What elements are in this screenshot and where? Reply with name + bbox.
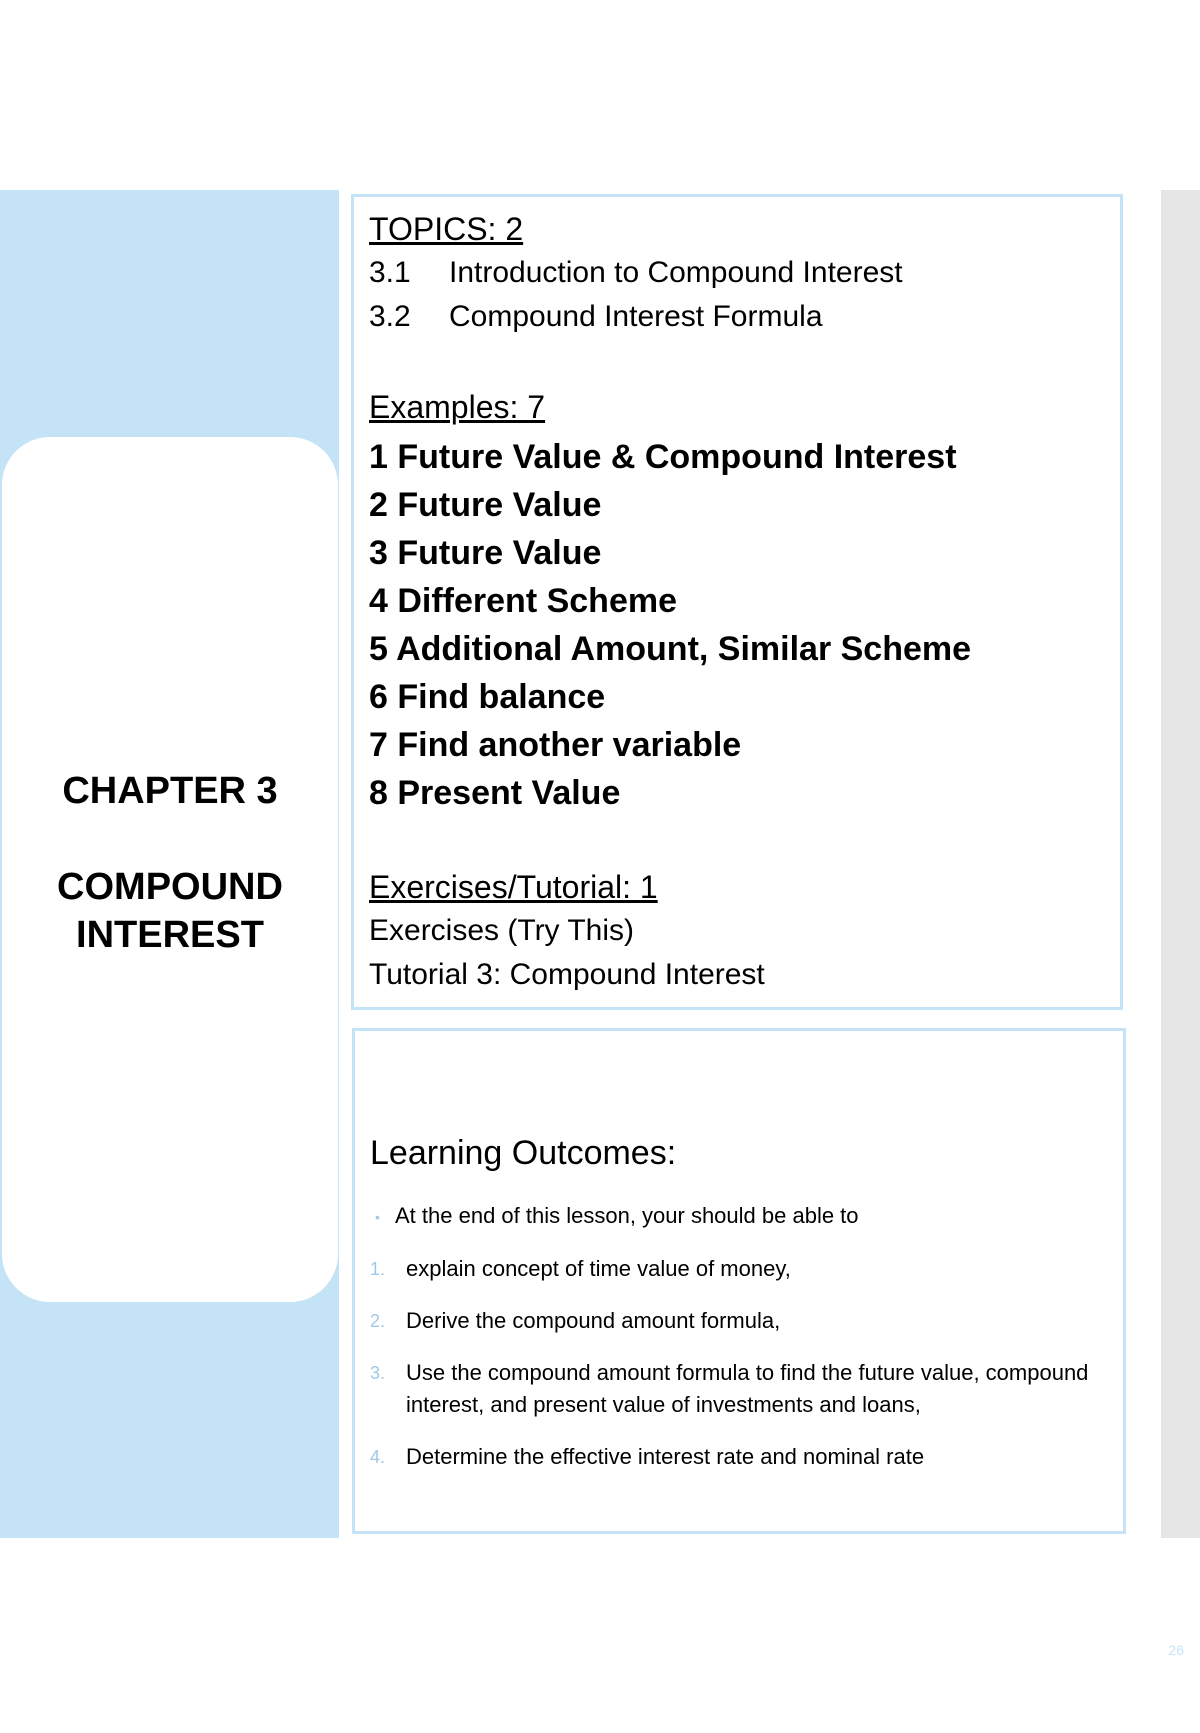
example-item: 7 Find another variable (369, 726, 742, 764)
bullet-icon: • (375, 1209, 380, 1226)
chapter-title-line1: COMPOUND (57, 866, 283, 908)
topic-number: 3.2 (369, 300, 411, 333)
example-item: 1 Future Value & Compound Interest (369, 438, 957, 476)
topic-item (369, 253, 903, 293)
topics-box (351, 194, 1123, 1010)
intro-text: At the end of this lesson, your should be able to (395, 1203, 859, 1228)
page-number: 26 (1168, 1642, 1184, 1658)
outcome-number: 4. (370, 1447, 386, 1467)
learning-outcomes-title: Learning Outcomes: (370, 1134, 677, 1172)
outcome-text: Derive the compound amount formula, (406, 1308, 781, 1333)
outcome-item (370, 1305, 1110, 1337)
learning-outcomes-intro (375, 1201, 859, 1232)
topic-label: Compound Interest Formula (449, 300, 823, 333)
learning-outcomes-box (352, 1028, 1126, 1534)
topic-item (369, 297, 823, 337)
chapter-title-line2: INTEREST (76, 914, 264, 956)
exercise-item: Exercises (Try This) (369, 914, 635, 947)
chapter-label: CHAPTER 3 (62, 770, 278, 812)
exercises-heading: Exercises/Tutorial: 1 (369, 869, 658, 905)
outcome-number: 2. (370, 1311, 386, 1331)
examples-heading: Examples: 7 (369, 389, 546, 425)
example-item: 2 Future Value (369, 486, 602, 524)
outcome-text: Determine the effective interest rate and nominal rate (406, 1444, 925, 1469)
outcome-item (370, 1253, 1110, 1285)
outcome-text: Use the compound amount formula to find the future value, compound interest, and present value of investments and loans, (406, 1360, 1089, 1417)
examples-list (369, 433, 971, 817)
outcome-number: 1. (370, 1259, 386, 1279)
outcome-number: 3. (370, 1363, 386, 1383)
outcome-text: explain concept of time value of money, (406, 1256, 791, 1281)
topic-number: 3.1 (369, 256, 411, 289)
example-item: 8 Present Value (369, 774, 621, 812)
topic-label: Introduction to Compound Interest (449, 256, 903, 289)
tutorial-item: Tutorial 3: Compound Interest (369, 958, 765, 991)
chapter-heading (2, 767, 338, 959)
topics-heading: TOPICS: 2 (369, 211, 524, 247)
chapter-card (2, 437, 338, 1302)
right-margin-band (1161, 190, 1200, 1538)
example-item: 3 Future Value (369, 534, 602, 572)
example-item: 4 Different Scheme (369, 582, 677, 620)
outcome-item (370, 1357, 1110, 1421)
learning-outcomes-list (370, 1253, 1110, 1493)
example-item: 6 Find balance (369, 678, 606, 716)
example-item: 5 Additional Amount, Similar Scheme (369, 630, 972, 668)
outcome-item (370, 1441, 1110, 1473)
